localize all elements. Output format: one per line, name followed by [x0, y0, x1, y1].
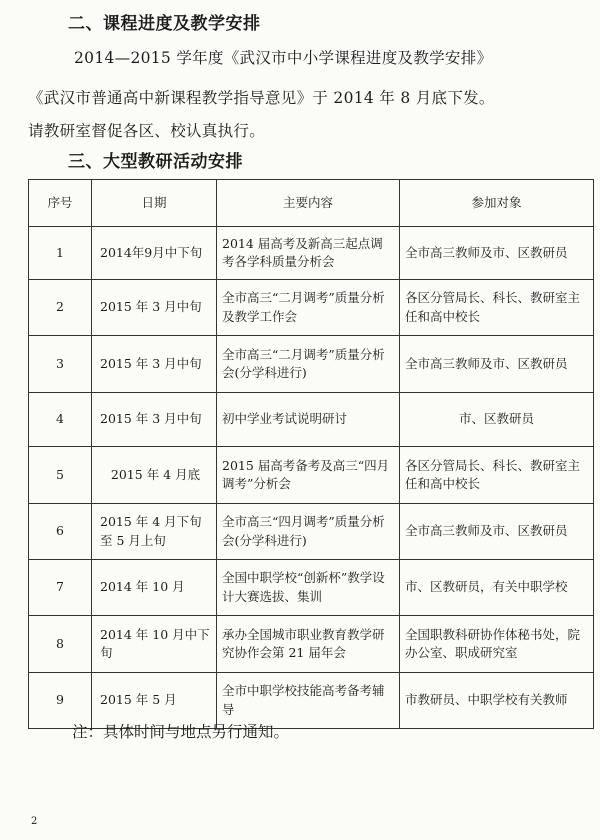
- row-participants: 市、区教研员，有关中职学校: [400, 560, 594, 616]
- row-participants: 全市高三教师及市、区教研员: [400, 227, 594, 280]
- row-participants: 市教研员、中职学校有关教师: [400, 673, 594, 729]
- row-participants: 全市高三教师及市、区教研员: [400, 504, 594, 560]
- table-row: [29, 560, 594, 616]
- row-participants: 全市高三教师及市、区教研员: [400, 336, 594, 393]
- table-row: [29, 227, 594, 280]
- section-3-heading: 三、大型教研活动安排: [68, 152, 243, 172]
- row-date: 2014 年 10 月: [92, 560, 217, 616]
- row-content: 全市高三“四月调考”质量分析会(分学科进行): [217, 504, 400, 560]
- section-2-line-1: 2014—2015 学年度《武汉市中小学课程进度及教学安排》: [74, 49, 493, 67]
- row-no: 5: [29, 447, 92, 504]
- note-text: 注：具体时间与地点另行通知。: [72, 723, 290, 741]
- row-participants: 各区分管局长、科长、教研室主任和高中校长: [400, 447, 594, 504]
- row-no: 9: [29, 673, 92, 729]
- row-content: 全市中职学校技能高考备考辅导: [217, 673, 400, 729]
- row-content: 承办全国城市职业教育教学研究协作会第 21 届年会: [217, 616, 400, 673]
- section-2-heading: 二、课程进度及教学安排: [68, 14, 261, 34]
- row-no: 6: [29, 504, 92, 560]
- row-participants: 各区分管局长、科长、教研室主任和高中校长: [400, 280, 594, 336]
- row-content: 初中学业考试说明研讨: [217, 393, 400, 447]
- table-header-row: [29, 180, 594, 227]
- row-date: 2015 年 3 月中旬: [92, 393, 217, 447]
- activity-schedule-table: [28, 179, 594, 729]
- header-no: 序号: [29, 180, 92, 227]
- row-no: 8: [29, 616, 92, 673]
- header-participants: 参加对象: [400, 180, 594, 227]
- row-date: 2015 年 4 月底: [92, 447, 217, 504]
- row-content: 全国中职学校“创新杯”教学设计大赛选拔、集训: [217, 560, 400, 616]
- row-date: 2014 年 10 月中下旬: [92, 616, 217, 673]
- table-row: [29, 447, 594, 504]
- row-no: 1: [29, 227, 92, 280]
- row-date: 2015 年 3 月中旬: [92, 336, 217, 393]
- table-row: [29, 393, 594, 447]
- row-content: 全市高三“二月调考”质量分析及教学工作会: [217, 280, 400, 336]
- section-2-line-3: 请教研室督促各区、校认真执行。: [28, 122, 266, 140]
- header-content: 主要内容: [217, 180, 400, 227]
- section-2-line-2: 《武汉市普通高中新课程教学指导意见》于 2014 年 8 月底下发。: [28, 89, 495, 107]
- table-row: [29, 280, 594, 336]
- row-content: 全市高三“二月调考”质量分析会(分学科进行): [217, 336, 400, 393]
- row-date: 2015 年 3 月中旬: [92, 280, 217, 336]
- row-content: 2014 届高考及新高三起点调考各学科质量分析会: [217, 227, 400, 280]
- row-participants: 市、区教研员: [400, 393, 594, 447]
- row-content: 2015 届高考备考及高三“四月调考”分析会: [217, 447, 400, 504]
- page-number: 2: [31, 816, 38, 827]
- row-no: 4: [29, 393, 92, 447]
- row-no: 3: [29, 336, 92, 393]
- row-no: 7: [29, 560, 92, 616]
- table-row: [29, 616, 594, 673]
- table-row: [29, 504, 594, 560]
- row-date: 2015 年 4 月下旬至 5 月上旬: [92, 504, 217, 560]
- header-date: 日期: [92, 180, 217, 227]
- row-date: 2014年9月中下旬: [92, 227, 217, 280]
- row-participants: 全国职教科研协作体秘书处，院办公室、职成研究室: [400, 616, 594, 673]
- table-row: [29, 336, 594, 393]
- row-date: 2015 年 5 月: [92, 673, 217, 729]
- row-no: 2: [29, 280, 92, 336]
